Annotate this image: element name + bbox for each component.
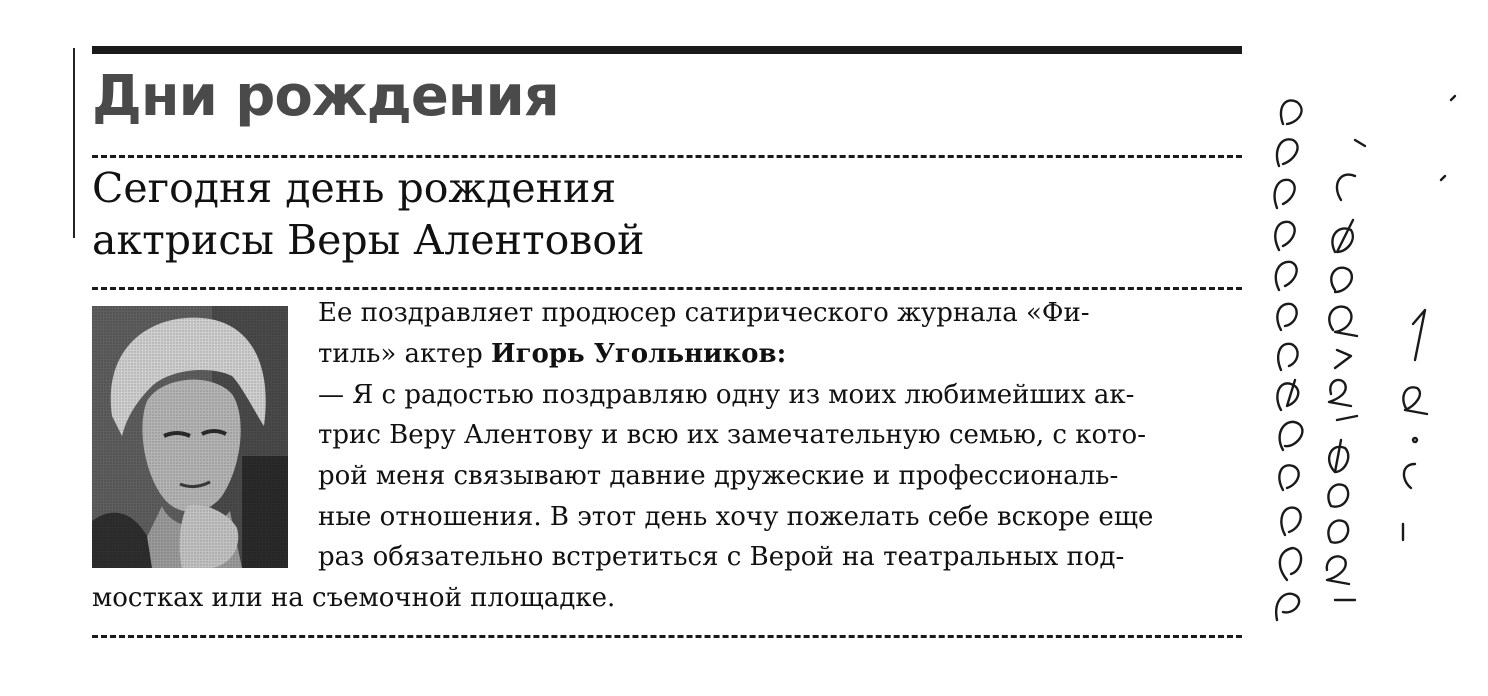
handwritten-note-image — [1265, 80, 1485, 640]
dashed-divider — [92, 287, 1242, 290]
article-line: Ее поздравляет продюсер сатирического журнала «Фи- — [318, 298, 1090, 328]
headline-line-1: Сегодня день рождения — [92, 164, 617, 212]
dashed-divider — [92, 635, 1242, 638]
handwritten-signature — [1265, 80, 1485, 640]
headline-line-2: актрисы Веры Алентовой — [92, 216, 645, 264]
portrait-image — [92, 306, 288, 568]
dashed-divider — [92, 155, 1242, 158]
author-name: Игорь Угольников: — [491, 339, 787, 369]
article-line: трис Веру Алентову и всю их замечательную семью, с кото- — [318, 420, 1146, 450]
article-headline — [92, 162, 644, 266]
portrait-photo — [92, 306, 288, 568]
article-line: ные отношения. В этот день хочу пожелать себе вскоре еще — [318, 502, 1154, 532]
article-line: мостках или на съемочной площадке. — [92, 583, 616, 613]
article-line: тиль» актер Игорь Угольников: — [318, 339, 787, 369]
top-rule — [92, 46, 1242, 54]
article-line: рой меня связывают давние дружеские и профессиональ- — [318, 461, 1119, 491]
clipping-left-edge — [73, 48, 75, 238]
section-title: Дни рождения — [92, 64, 559, 129]
article-line: — Я с радостью поздравляю одну из моих любимейших ак- — [318, 380, 1135, 410]
article-line: раз обязательно встретиться с Верой на театральных под- — [318, 542, 1125, 572]
